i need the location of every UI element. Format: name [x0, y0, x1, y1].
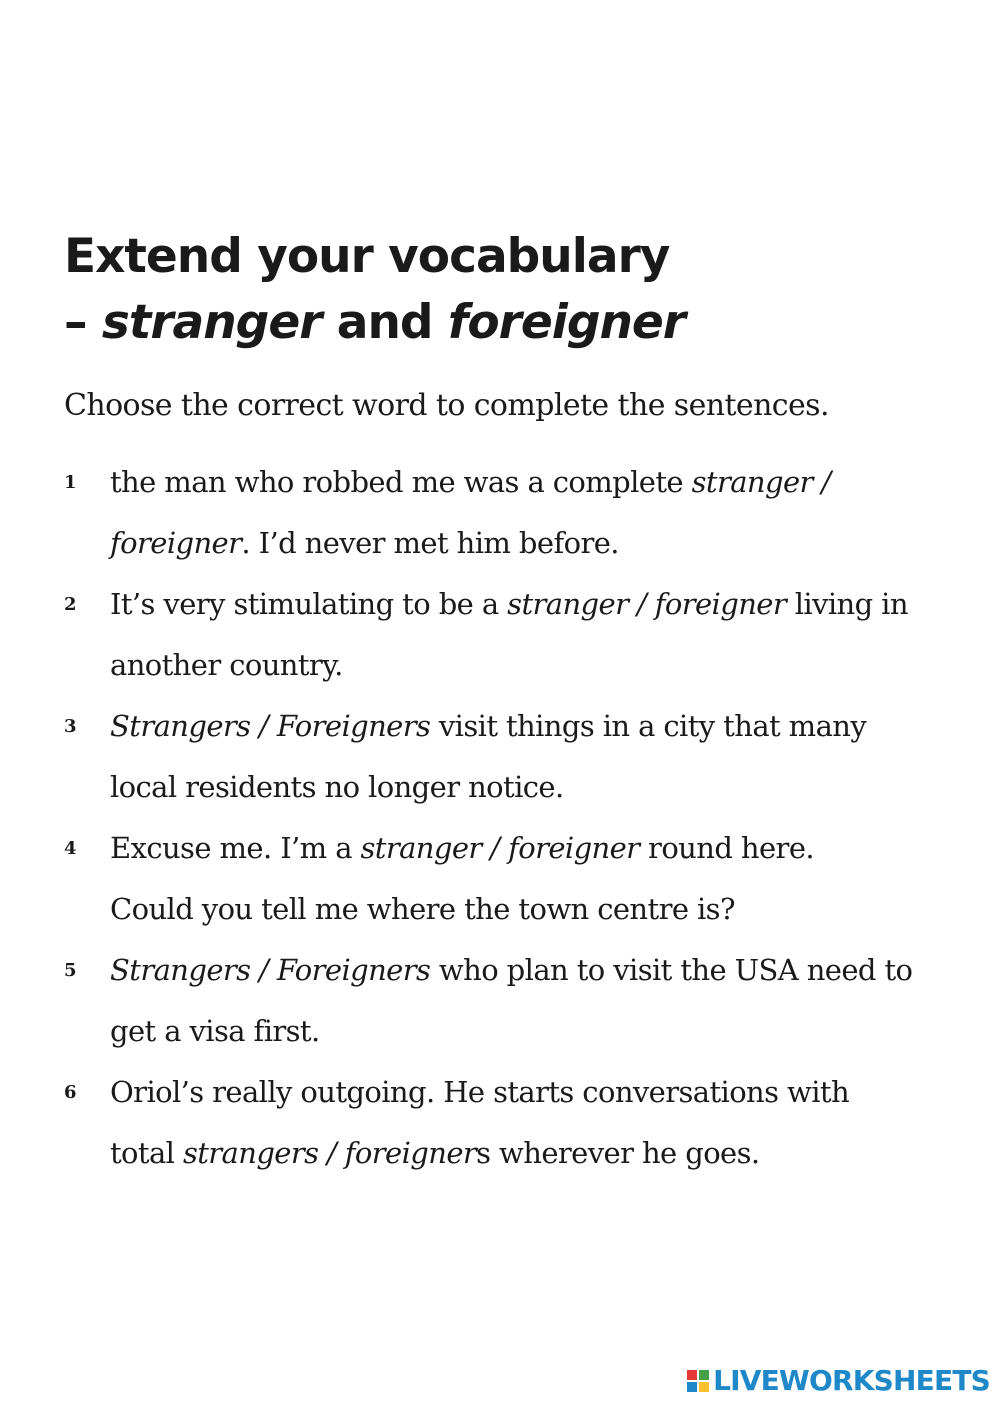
- exercise-list: [64, 452, 964, 1184]
- item-line-1: [110, 1062, 964, 1123]
- item-line-2: [110, 1001, 964, 1062]
- sentence-text: local residents no longer notice.: [110, 770, 564, 804]
- word-choice[interactable]: stranger / foreigner: [507, 587, 787, 621]
- item-text: [110, 818, 964, 940]
- item-text: [110, 940, 964, 1062]
- worksheet-title: [64, 224, 685, 356]
- title-dash: –: [64, 295, 102, 350]
- word-choice[interactable]: strangers / foreigner: [182, 1136, 477, 1170]
- sentence-text: total: [110, 1136, 183, 1170]
- exercise-item-3: [64, 696, 964, 818]
- exercise-item-6: [64, 1062, 964, 1184]
- item-line-1: [110, 696, 964, 757]
- item-line-2: [110, 635, 964, 696]
- sentence-text: It’s very stimulating to be a: [110, 587, 508, 621]
- exercise-item-4: [64, 818, 964, 940]
- item-number: 1: [64, 472, 77, 493]
- item-number: 2: [64, 594, 77, 615]
- logo-text: LIVEWORKSHEETS: [713, 1364, 990, 1397]
- title-and: and: [321, 295, 448, 350]
- item-line-1: [110, 452, 964, 513]
- sentence-text: Excuse me. I’m a: [110, 831, 361, 865]
- item-number: 4: [64, 838, 77, 859]
- instructions: Choose the correct word to complete the sentences.: [64, 388, 829, 423]
- word-choice[interactable]: stranger / foreigner: [360, 831, 640, 865]
- item-text: [110, 574, 964, 696]
- sentence-text: who plan to visit the USA need to: [430, 953, 913, 987]
- liveworksheets-logo[interactable]: [687, 1364, 990, 1397]
- sentence-text: the man who robbed me was a complete: [110, 465, 692, 499]
- item-line-2: [110, 879, 964, 940]
- word-choice[interactable]: foreigner: [110, 526, 242, 560]
- item-line-1: [110, 940, 964, 1001]
- word-choice[interactable]: stranger /: [691, 465, 831, 499]
- sentence-text: Oriol’s really outgoing. He starts conversations with: [110, 1075, 850, 1109]
- word-choice[interactable]: Strangers / Foreigners: [110, 953, 431, 987]
- sentence-text: visit things in a city that many: [430, 709, 867, 743]
- item-line-2: [110, 757, 964, 818]
- sentence-text: living in: [786, 587, 908, 621]
- sentence-text: get a visa first.: [110, 1014, 320, 1048]
- item-number: 5: [64, 960, 77, 981]
- item-line-1: [110, 818, 964, 879]
- exercise-item-1: [64, 452, 964, 574]
- item-text: [110, 452, 964, 574]
- item-line-1: [110, 574, 964, 635]
- sentence-text: . I’d never met him before.: [241, 526, 619, 560]
- sentence-text: Could you tell me where the town centre is?: [110, 892, 735, 926]
- item-text: [110, 696, 964, 818]
- item-text: [110, 1062, 964, 1184]
- exercise-item-2: [64, 574, 964, 696]
- sentence-text: round here.: [639, 831, 814, 865]
- word-choice[interactable]: Strangers / Foreigners: [110, 709, 431, 743]
- item-number: 3: [64, 716, 77, 737]
- exercise-item-5: [64, 940, 964, 1062]
- title-word-foreigner: foreigner: [447, 295, 685, 350]
- title-line-2: [64, 290, 685, 356]
- title-word-stranger: stranger: [101, 295, 322, 350]
- item-number: 6: [64, 1082, 77, 1103]
- title-line-1: Extend your vocabulary: [64, 229, 670, 284]
- sentence-text: s wherever he goes.: [476, 1136, 760, 1170]
- item-line-2: [110, 1123, 964, 1184]
- item-line-2: [110, 513, 964, 574]
- liveworksheets-logo-icon: [687, 1370, 709, 1392]
- sentence-text: another country.: [110, 648, 343, 682]
